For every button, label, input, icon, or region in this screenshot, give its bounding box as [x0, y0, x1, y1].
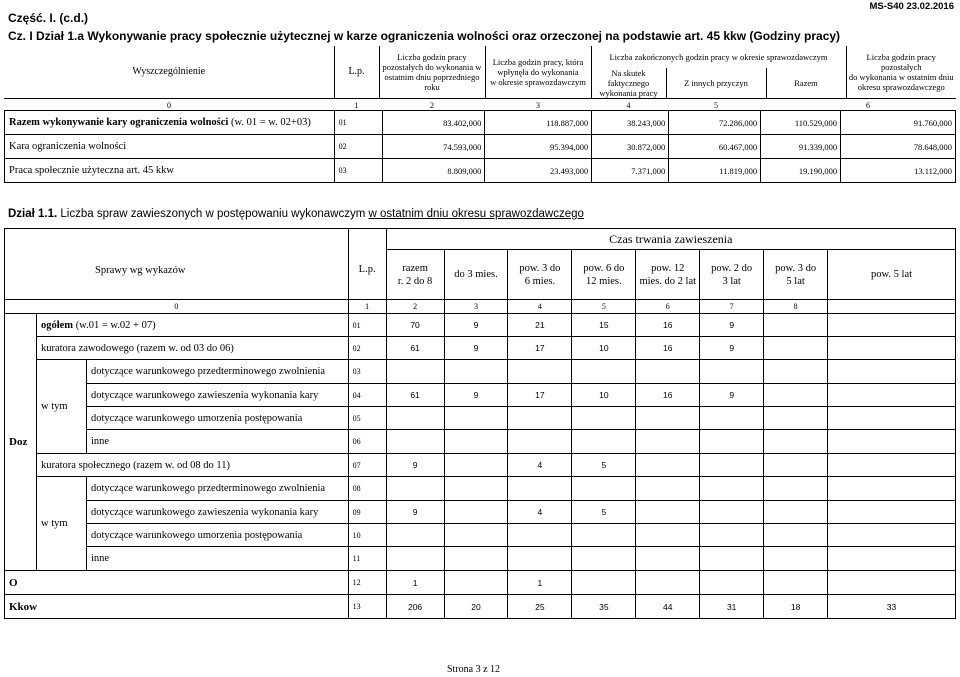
- col-header-c7: pow. 3 do 5 lat: [764, 250, 828, 300]
- cell: [386, 477, 444, 501]
- index-cell: 0: [5, 300, 349, 314]
- cell: [386, 407, 444, 430]
- cell: [636, 454, 700, 477]
- cell: 9: [444, 314, 508, 337]
- cell: 16: [636, 384, 700, 407]
- index-cell: 6: [636, 300, 700, 314]
- row-label: inne: [86, 430, 348, 454]
- table-row: [5, 501, 956, 524]
- row-lp: 08: [348, 477, 386, 501]
- table-row: [5, 524, 956, 547]
- cell: 91.760,000: [841, 111, 956, 135]
- cell: 44: [636, 595, 700, 619]
- col-header-c8: pow. 5 lat: [828, 250, 956, 300]
- cell: [764, 571, 828, 595]
- cell: 38.243,000: [592, 111, 669, 135]
- cell: 9: [386, 454, 444, 477]
- row-lp: 01: [334, 111, 382, 135]
- index-cell: 5: [714, 101, 718, 111]
- cell: 8.809,000: [382, 159, 485, 183]
- cell: [700, 571, 764, 595]
- cell: 110.529,000: [761, 111, 841, 135]
- row-lp: 13: [348, 595, 386, 619]
- cell: [764, 384, 828, 407]
- cell: 4: [508, 501, 572, 524]
- cell: [764, 360, 828, 384]
- cell: [572, 407, 636, 430]
- index-cell: 7: [700, 300, 764, 314]
- cell: [636, 524, 700, 547]
- cell: [700, 547, 764, 571]
- cell: [700, 454, 764, 477]
- table-row: [5, 595, 956, 619]
- row-lp: 09: [348, 501, 386, 524]
- cell: [764, 454, 828, 477]
- cell: [828, 454, 956, 477]
- cell: 4: [508, 454, 572, 477]
- cell: 20: [444, 595, 508, 619]
- table-1-data: [4, 110, 956, 183]
- row-lp: 02: [334, 135, 382, 159]
- section-title: Cz. I Dział 1.a Wykonywanie pracy społecznie użytecznej w karze ograniczenia wolności oraz orzeczonej na podstawie art. 45 kkw (Godziny pracy): [8, 29, 841, 43]
- index-cell: 2: [430, 101, 434, 111]
- row-label: kuratora zawodowego (razem w. od 03 do 06): [36, 337, 348, 360]
- cell: [700, 477, 764, 501]
- cell: [508, 430, 572, 454]
- cell: [636, 360, 700, 384]
- cell: [444, 524, 508, 547]
- col-header-spec: Wyszczególnienie: [4, 46, 334, 99]
- cell: 1: [386, 571, 444, 595]
- index-cell: 0: [167, 101, 171, 111]
- row-lp: 07: [348, 454, 386, 477]
- page-number: Strona 3 z 12: [447, 664, 501, 675]
- cell: 35: [572, 595, 636, 619]
- cell: 118.887,000: [485, 111, 592, 135]
- row-label: kuratora społecznego (razem w. od 08 do 11): [36, 454, 348, 477]
- row-label: dotyczące warunkowego zawieszenia wykonania kary: [86, 501, 348, 524]
- col-header-lp: L.p.: [334, 46, 379, 99]
- cell: [636, 407, 700, 430]
- table-row: [5, 571, 956, 595]
- cell: [700, 430, 764, 454]
- row-lp: 03: [334, 159, 382, 183]
- cell: [444, 407, 508, 430]
- row-label: dotyczące warunkowego umorzenia postępowania: [86, 524, 348, 547]
- form-code: MS-S40 23.02.2016: [869, 1, 954, 12]
- row-lp: 11: [348, 547, 386, 571]
- cell: [572, 524, 636, 547]
- col-header-4: Z innych przyczyn: [666, 68, 766, 99]
- cell: 9: [444, 337, 508, 360]
- index-cell: 5: [572, 300, 636, 314]
- cell: [828, 547, 956, 571]
- col-header-c1: razem r. 2 do 8: [386, 250, 444, 300]
- cell: 78.648,000: [841, 135, 956, 159]
- index-cell: 3: [536, 101, 540, 111]
- row-label: dotyczące warunkowego zawieszenia wykonania kary: [86, 384, 348, 407]
- cell: [444, 501, 508, 524]
- cell: [386, 360, 444, 384]
- cell: [764, 547, 828, 571]
- cell: [508, 407, 572, 430]
- row-label: Kara ograniczenia wolności: [5, 135, 335, 159]
- col-header-lp: L.p.: [348, 229, 386, 300]
- cell: 17: [508, 384, 572, 407]
- table-row: [5, 477, 956, 501]
- index-cell: [828, 300, 956, 314]
- cell: [636, 430, 700, 454]
- table-row: [5, 159, 956, 183]
- cell: [636, 477, 700, 501]
- cell: [828, 314, 956, 337]
- row-label: dotyczące warunkowego przedterminowego zwolnienia: [86, 477, 348, 501]
- table-row: [5, 135, 956, 159]
- cell: 31: [700, 595, 764, 619]
- table-2: [4, 228, 956, 619]
- table-row: [5, 337, 956, 360]
- col-header-c3: pow. 3 do 6 mies.: [508, 250, 572, 300]
- cell: 9: [444, 384, 508, 407]
- table-row: [5, 384, 956, 407]
- col-header-345: Liczba zakończonych godzin pracy w okresie sprawozdawczym: [591, 46, 846, 68]
- group-label-w-tym: w tym: [36, 360, 86, 454]
- cell: 1: [508, 571, 572, 595]
- cell: 60.467,000: [669, 135, 761, 159]
- cell: 7.371,000: [592, 159, 669, 183]
- cell: [764, 430, 828, 454]
- row-label: inne: [86, 547, 348, 571]
- cell: [572, 547, 636, 571]
- cell: [828, 337, 956, 360]
- table-row: [5, 407, 956, 430]
- cell: 18: [764, 595, 828, 619]
- cell: 5: [572, 454, 636, 477]
- cell: [444, 547, 508, 571]
- cell: 17: [508, 337, 572, 360]
- cell: 16: [636, 337, 700, 360]
- table-row: [5, 360, 956, 384]
- row-lp: 05: [348, 407, 386, 430]
- cell: [636, 501, 700, 524]
- cell: [700, 524, 764, 547]
- cell: 9: [700, 314, 764, 337]
- cell: [828, 360, 956, 384]
- table-1-header: [4, 46, 956, 113]
- cell: 9: [386, 501, 444, 524]
- table-row: [5, 430, 956, 454]
- table-row: [5, 314, 956, 337]
- index-cell: 1: [354, 101, 359, 111]
- cell: [828, 501, 956, 524]
- table-row: [5, 111, 956, 135]
- cell: 10: [572, 384, 636, 407]
- cell: 83.402,000: [382, 111, 485, 135]
- cell: [764, 407, 828, 430]
- cell: [828, 477, 956, 501]
- cell: 30.872,000: [592, 135, 669, 159]
- cell: 70: [386, 314, 444, 337]
- table-row: [5, 547, 956, 571]
- cell: [386, 547, 444, 571]
- cell: 74.593,000: [382, 135, 485, 159]
- cell: 9: [700, 384, 764, 407]
- col-header-c5: pow. 12 mies. do 2 lat: [636, 250, 700, 300]
- index-cell: 4: [508, 300, 572, 314]
- cell: [700, 407, 764, 430]
- cell: [828, 407, 956, 430]
- col-header-sprawy: Sprawy wg wykazów: [5, 229, 349, 300]
- cell: 5: [572, 501, 636, 524]
- col-header-c2: do 3 mies.: [444, 250, 508, 300]
- col-header-czas: Czas trwania zawieszenia: [386, 229, 955, 250]
- cell: 10: [572, 337, 636, 360]
- cell: [444, 571, 508, 595]
- row-label: dotyczące warunkowego umorzenia postępowania: [86, 407, 348, 430]
- row-lp: 02: [348, 337, 386, 360]
- cell: [636, 571, 700, 595]
- cell: [386, 524, 444, 547]
- cell: [572, 360, 636, 384]
- cell: [828, 524, 956, 547]
- cell: [828, 571, 956, 595]
- cell: [508, 360, 572, 384]
- cell: [764, 524, 828, 547]
- index-cell: 2: [386, 300, 444, 314]
- col-header-c4: pow. 6 do 12 mies.: [572, 250, 636, 300]
- cell: 15: [572, 314, 636, 337]
- cell: [444, 454, 508, 477]
- cell: 19.190,000: [761, 159, 841, 183]
- cell: 206: [386, 595, 444, 619]
- section-2-title-text: Dział 1.1. Liczba spraw zawieszonych w postępowaniu wykonawczym w ostatnim dniu okresu sprawozdawczego: [8, 208, 584, 220]
- row-lp: 06: [348, 430, 386, 454]
- row-lp: 03: [348, 360, 386, 384]
- index-cell: 6: [866, 101, 870, 111]
- row-label: dotyczące warunkowego przedterminowego zwolnienia: [86, 360, 348, 384]
- group-label-o: O: [5, 571, 349, 595]
- cell: [764, 501, 828, 524]
- cell: [444, 430, 508, 454]
- cell: [572, 571, 636, 595]
- cell: 11.819,000: [669, 159, 761, 183]
- group-label-w-tym: w tym: [36, 477, 86, 571]
- cell: 13.112,000: [841, 159, 956, 183]
- cell: [828, 384, 956, 407]
- cell: [764, 337, 828, 360]
- cell: 25: [508, 595, 572, 619]
- cell: 61: [386, 384, 444, 407]
- index-cell: 1: [348, 300, 386, 314]
- cell: 72.286,000: [669, 111, 761, 135]
- group-label-kkow: Kkow: [5, 595, 349, 619]
- cell: 16: [636, 314, 700, 337]
- index-cell: 4: [626, 101, 631, 111]
- row-label: Praca społecznie użyteczna art. 45 kkw: [5, 159, 335, 183]
- cell: [444, 477, 508, 501]
- index-cell: 8: [764, 300, 828, 314]
- index-cell: 3: [444, 300, 508, 314]
- row-lp: 01: [348, 314, 386, 337]
- col-header-5: Razem: [766, 68, 846, 99]
- cell: 95.394,000: [485, 135, 592, 159]
- row-label: Razem wykonywanie kary ograniczenia wolności (w. 01 = w. 02+03): [5, 111, 335, 135]
- cell: 33: [828, 595, 956, 619]
- cell: [764, 477, 828, 501]
- cell: [700, 501, 764, 524]
- cell: 91.339,000: [761, 135, 841, 159]
- cell: [386, 430, 444, 454]
- row-label: ogółem (w.01 = w.02 + 07): [36, 314, 348, 337]
- cell: [572, 430, 636, 454]
- cell: [700, 360, 764, 384]
- group-label-doz: Doz: [5, 314, 37, 571]
- cell: [508, 547, 572, 571]
- col-header-2: Liczba godzin pracy, która wpłynęła do wykonania w okresie sprawozdawczym: [485, 46, 591, 99]
- col-header-6: Liczba godzin pracy pozostałych do wykonania w ostatnim dniu okresu sprawozdawczego: [846, 46, 956, 99]
- row-lp: 12: [348, 571, 386, 595]
- table-row: [5, 454, 956, 477]
- cell: [508, 477, 572, 501]
- col-header-3: Na skutek faktycznego wykonania pracy: [591, 68, 666, 99]
- cell: [764, 314, 828, 337]
- row-lp: 04: [348, 384, 386, 407]
- cell: 23.493,000: [485, 159, 592, 183]
- cell: [636, 547, 700, 571]
- cell: [508, 524, 572, 547]
- cell: 9: [700, 337, 764, 360]
- cell: [572, 477, 636, 501]
- row-lp: 10: [348, 524, 386, 547]
- cell: 61: [386, 337, 444, 360]
- col-header-1: Liczba godzin pracy pozostałych do wykonania w ostatnim dniu poprzedniego roku: [379, 46, 485, 99]
- col-header-c6: pow. 2 do 3 lat: [700, 250, 764, 300]
- cell: [444, 360, 508, 384]
- cell: 21: [508, 314, 572, 337]
- part-title: Część. I. (c.d.): [8, 11, 89, 25]
- cell: [828, 430, 956, 454]
